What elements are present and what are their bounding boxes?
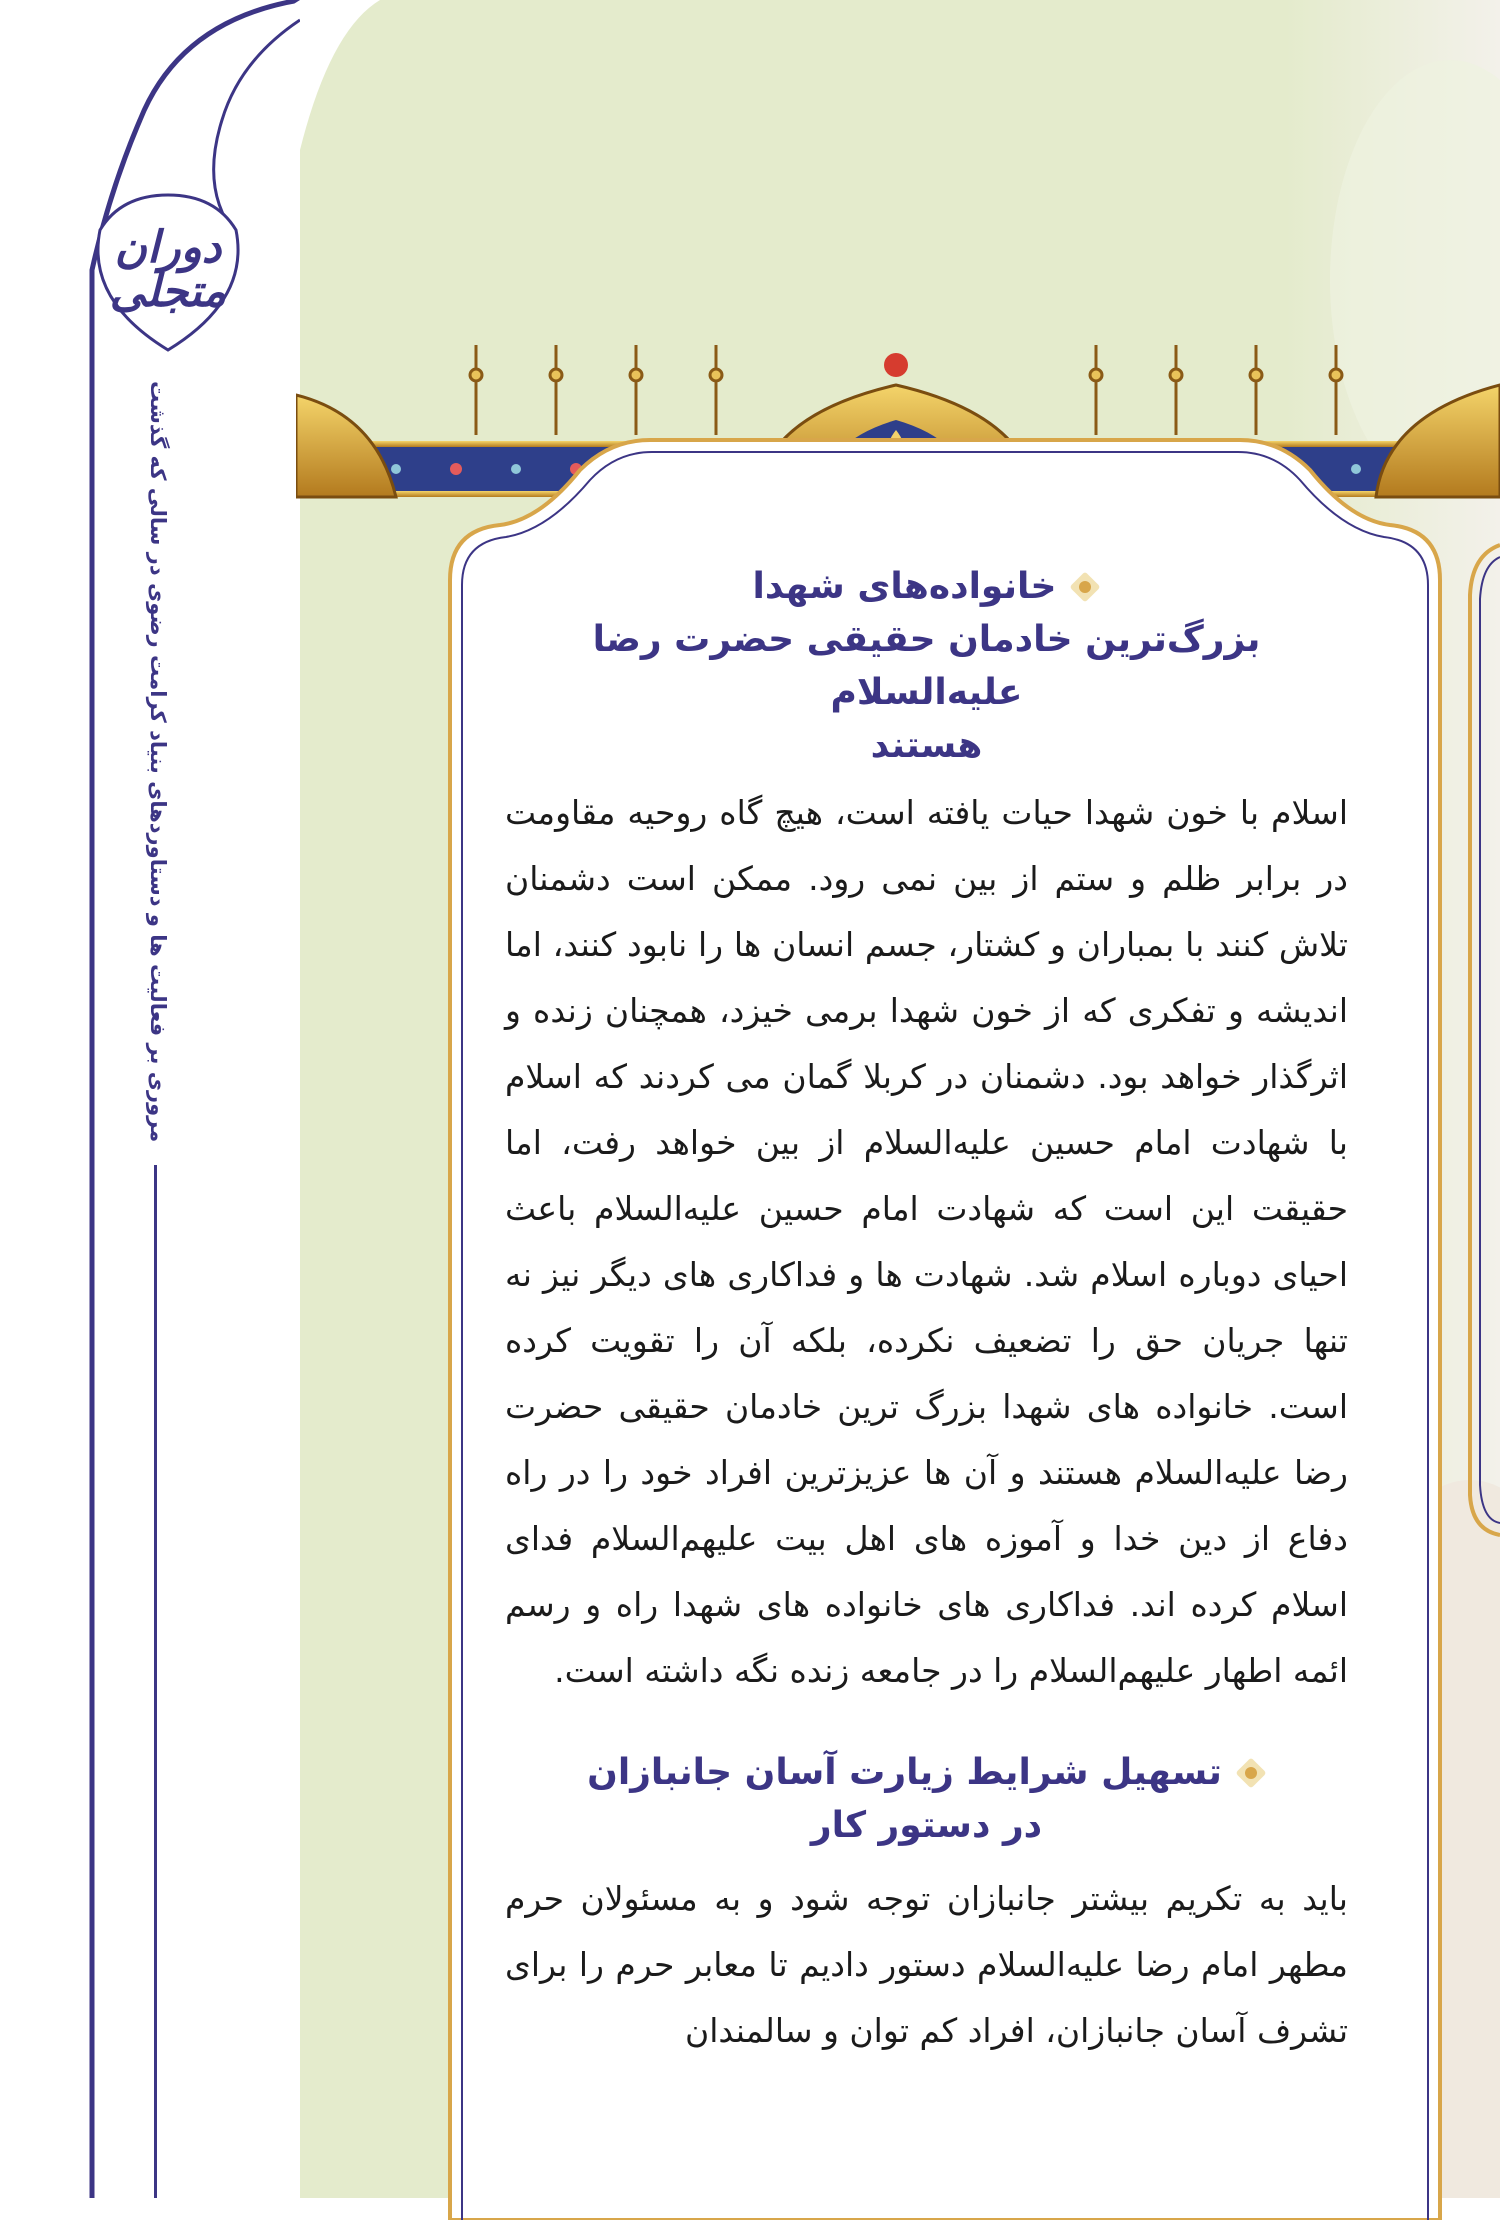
section-body: باید به تکریم بیشتر جانبازان توجه شود و به مسئولان حرم مطهر امام رضا علیه‌السلام دستور دادیم تا معابر حرم را برای تشرف آسان جانبازان، افراد کم توان و سالمندان <box>505 1879 1348 2050</box>
diamond-bullet-icon <box>1236 1758 1266 1788</box>
diamond-bullet-icon <box>1070 572 1100 602</box>
section-body: اسلام با خون شهدا حیات یافته است، هیچ گاه روحیه مقاومت در برابر ظلم و ستم از بین نمی رود. ممکن است دشمنان تلاش کنند با بمباران و کشتار، جسم انسان ها را نابود کنند، اما اندیشه و تفکری که از خون شهدا برمی خیزد، همچنان زنده و اثرگذار خواهد بود. دشمنان در کربلا گمان می کردند که اسلام با شهادت امام حسین علیه‌السلام از بین خواهد رفت، اما حقیقت این است که شهادت امام حسین علیه‌السلام باعث احیای دوباره اسلام شد. شهادت ها و فداکاری های دیگر نیز نه تنها جریان حق را تضعیف نکرده، بلکه آن را تقویت کرده است. خانواده های شهدا بزرگ ترین خادمان حقیقی حضرت رضا علیه‌السلام هستند و آن ها عزیزترین افراد خود را در راه دفاع از دین خدا و آموزه های اهل بیت علیهم‌السلام فدای اسلام کرده اند. فداکاری های خانواده های شهدا راه و رسم ائمه اطهار علیهم‌السلام را در جامعه زنده نگه داشته است. <box>505 793 1348 1690</box>
section-veterans-pilgrimage <box>505 1746 1348 2064</box>
section-subtitle: در دستور کار <box>810 1805 1043 1846</box>
vertical-caption: مروری بر فعالیت ها و دستاوردهای بنیاد کرامت رضوی در سالی که گذشت <box>146 380 170 1142</box>
section-title-row <box>505 1746 1348 1799</box>
section-title: تسهیل شرایط زیارت آسان جانبازان <box>587 1752 1222 1793</box>
vertical-rule <box>154 1165 157 2198</box>
section-martyrs-families <box>505 560 1348 1704</box>
section-subtitle: بزرگ‌ترین خادمان حقیقی حضرت رضا علیه‌السلام <box>592 619 1261 713</box>
publication-logo <box>88 190 248 350</box>
section-subtitle-end: هستند <box>870 725 983 766</box>
section-title: خانواده‌های شهدا <box>752 566 1057 607</box>
logo-text: دوران متجلی <box>109 222 227 317</box>
section-title-row <box>505 560 1348 613</box>
adjacent-card-edge <box>1462 535 1500 1545</box>
article-content <box>505 560 1348 2064</box>
